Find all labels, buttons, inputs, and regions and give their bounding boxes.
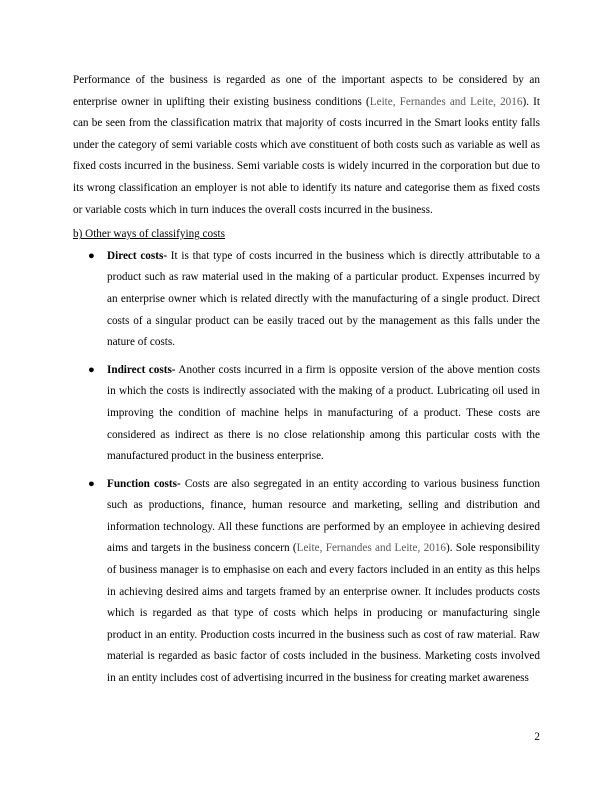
term-label: Function costs-	[107, 477, 181, 490]
intro-text-1: Performance of the business is regarded as one of the important aspects to be considered by an enterprise owner in uplifting their existing business conditions (	[73, 74, 540, 108]
page-number: 2	[534, 731, 540, 743]
page-content	[73, 70, 540, 696]
list-item-function-costs	[73, 474, 540, 690]
list-item-indirect-costs	[73, 360, 540, 468]
term-description: It is that type of costs incurred in the business which is directly attributable to a product such as raw material used in the making of a particular product. Expenses incurred by an enterprise owner which is related directly with the manufacturing of a single product. Direct costs of a singular product can be easily traced out by the management as this falls under the nature of costs.	[107, 249, 540, 349]
bullet-icon: ●	[88, 363, 95, 376]
intro-paragraph	[73, 70, 540, 221]
bullet-list	[73, 246, 540, 690]
intro-text-2: ). It can be seen from the classification matrix that majority of costs incurred in the Smart looks entity falls under the category of semi variable costs which ave constituent of both costs such as variable as well as fixed costs incurred in the business. Semi variable costs is widely incurred in the corporation but due to its wrong classification an employer is not able to identify its nature and categorise them as fixed costs or variable costs which in turn induces the overall costs incurred in the business.	[73, 95, 540, 216]
citation: Leite, Fernandes and Leite, 2016	[369, 95, 523, 108]
term-description: Another costs incurred in a firm is opposite version of the above mention costs in which the costs is indirectly associated with the making of a product. Lubricating oil used in improving the condition of machine helps in manufacturing of a product. These costs are considered as indirect as there is no close relationship among this particular costs with the manufactured product in the business enterprise.	[107, 363, 540, 463]
list-item-text	[107, 474, 540, 690]
term-description-1: Costs are also segregated in an entity according to various business function such as productions, finance, human resource and marketing, selling and distribution and information technology. All these functions are performed by an employee in achieving desired aims and targets in the business concern (	[107, 477, 540, 555]
term-label: Indirect costs-	[107, 363, 176, 376]
list-item-text	[107, 246, 540, 354]
section-heading: b) Other ways of classifying costs	[73, 228, 225, 241]
term-label: Direct costs-	[107, 249, 168, 262]
term-description-2: ). Sole responsibility of business manager is to emphasise on each and every factors included in an entity as this helps in achieving desired aims and targets framed by an enterprise owner. It includes products costs which is regarded as that type of costs which helps in producing or manufacturing single product in an entity. Production costs incurred in the business such as cost of raw material. Raw material is regarded as basic factor of costs included in the business. Marketing costs involved in an entity includes cost of advertising incurred in the business for creating market awareness	[107, 542, 540, 685]
bullet-icon: ●	[88, 477, 95, 490]
list-item-direct-costs	[73, 246, 540, 354]
bullet-icon: ●	[88, 249, 95, 262]
citation: Leite, Fernandes and Leite, 2016	[296, 542, 447, 555]
list-item-text	[107, 360, 540, 468]
